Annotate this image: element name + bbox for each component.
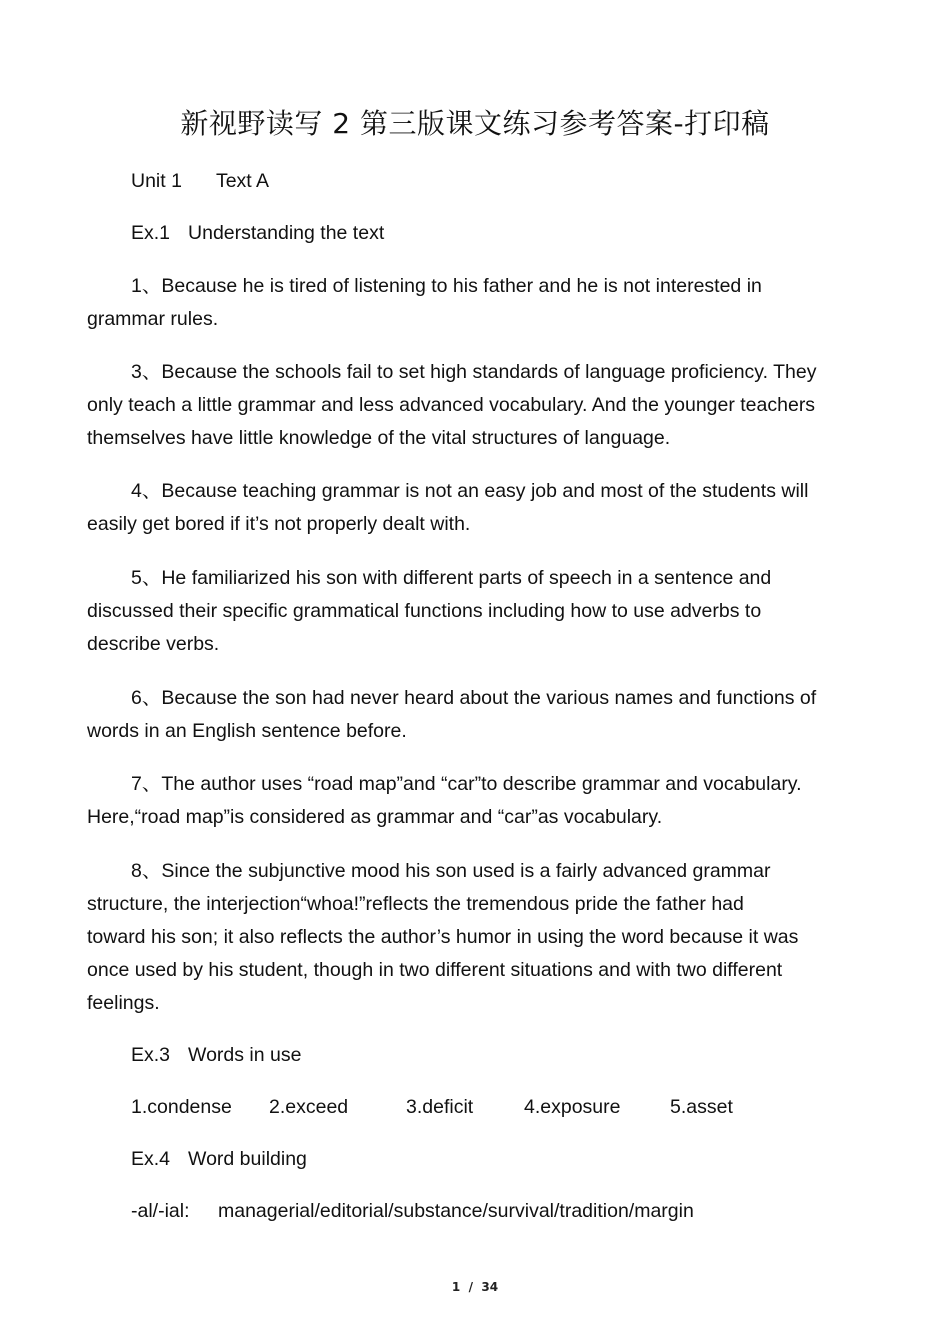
answer-line: themselves have little knowledge of the vital structures of language. <box>87 427 671 449</box>
answer-line: 5、He familiarized his son with different parts of speech in a sentence and <box>131 567 772 589</box>
answer-line: structure, the interjection“whoa!”reflects the tremendous pride the father had <box>87 893 744 915</box>
answer-line: 3、Because the schools fail to set high standards of language proficiency. They <box>131 361 817 383</box>
suffix-label: -al/-ial: <box>131 1200 190 1222</box>
answer-line: Here,“road map”is considered as grammar and “car”as vocabulary. <box>87 806 663 828</box>
exercise-1-heading <box>131 217 384 250</box>
exercise-name: Word building <box>188 1148 307 1170</box>
word-answer: 4.exposure <box>524 1096 621 1118</box>
exercise-name: Words in use <box>188 1044 302 1066</box>
answer-line: easily get bored if it’s not properly dealt with. <box>87 513 471 535</box>
unit-label: Unit 1 <box>131 170 182 192</box>
answer-line: 6、Because the son had never heard about the various names and functions of <box>131 687 817 709</box>
answer-line: 7、The author uses “road map”and “car”to describe grammar and vocabulary. <box>131 773 802 795</box>
unit-heading <box>131 165 269 198</box>
answer-line: 4、Because teaching grammar is not an easy job and most of the students will <box>131 480 809 502</box>
word-answer: 1.condense <box>131 1096 232 1118</box>
answer-line: toward his son; it also reflects the author’s humor in using the word because it was <box>87 926 799 948</box>
text-label: Text A <box>215 170 270 192</box>
answer-line: only teach a little grammar and less advanced vocabulary. And the younger teachers <box>87 394 816 416</box>
document-title: 新视野读写 2 第三版课文练习参考答案-打印稿 <box>180 107 770 140</box>
exercise-4-heading <box>131 1143 307 1176</box>
exercise-name: Understanding the text <box>188 222 385 244</box>
page-indicator: 1 / 34 <box>451 1280 499 1294</box>
answer-line: 1、Because he is tired of listening to his father and he is not interested in <box>131 275 762 297</box>
answer-line: once used by his student, though in two different situations and with two different <box>87 959 783 981</box>
answer-line: describe verbs. <box>87 633 220 655</box>
answer-line: grammar rules. <box>87 308 219 330</box>
answer-line: feelings. <box>87 992 160 1014</box>
word-answer: 3.deficit <box>406 1096 474 1118</box>
exercise-3-answers <box>0 1091 950 1124</box>
exercise-label: Ex.1 <box>131 222 171 244</box>
answer-line: words in an English sentence before. <box>87 720 407 742</box>
exercise-label: Ex.3 <box>131 1044 171 1066</box>
word-answer: 5.asset <box>670 1096 733 1118</box>
answer-line: 8、Since the subjunctive mood his son used is a fairly advanced grammar <box>131 860 771 882</box>
answer-line: discussed their specific grammatical functions including how to use adverbs to <box>87 600 762 622</box>
exercise-3-heading <box>131 1039 301 1072</box>
word-list: managerial/editorial/substance/survival/tradition/margin <box>218 1200 694 1222</box>
exercise-label: Ex.4 <box>131 1148 171 1170</box>
word-answer: 2.exceed <box>269 1096 349 1118</box>
exercise-4-answers <box>0 1195 950 1228</box>
